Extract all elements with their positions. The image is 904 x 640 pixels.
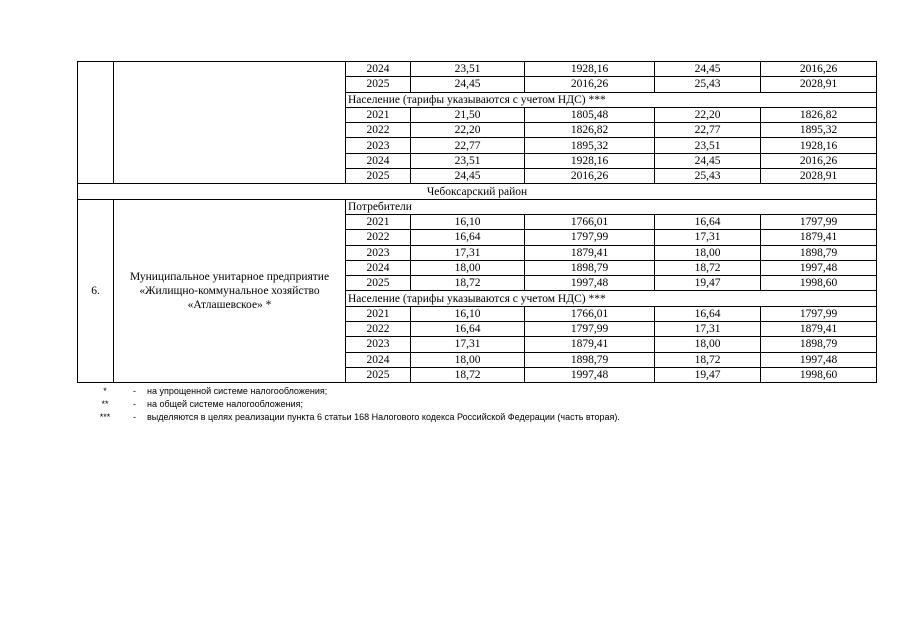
year-cell: 2025 [346,77,411,92]
value-cell: 1797,99 [761,214,877,229]
value-cell: 25,43 [655,77,761,92]
footnotes [77,385,620,424]
org-name-cell [114,62,346,184]
footnote-text: на упрощенной системе налогообложения; [147,386,328,396]
year-cell: 2023 [346,245,411,260]
consumers-label: Потребители [346,199,877,214]
year-cell: 2024 [346,260,411,275]
value-cell: 2028,91 [761,77,877,92]
value-cell: 16,64 [411,322,525,337]
value-cell: 1898,79 [525,260,655,275]
footnote-mark: ** [101,399,109,409]
year-cell: 2023 [346,138,411,153]
value-cell: 1997,48 [525,276,655,291]
value-cell: 22,20 [411,123,525,138]
year-cell: 2025 [346,169,411,184]
district-name: Чебоксарский район [78,184,877,199]
population-label: Население (тарифы указываются с учетом НДС) *** [346,92,877,107]
value-cell: 1997,48 [761,352,877,367]
value-cell: 24,45 [655,62,761,77]
value-cell: 1895,32 [525,138,655,153]
value-cell: 1797,99 [525,230,655,245]
tariff-table-body [78,62,877,383]
value-cell: 1928,16 [525,62,655,77]
footnote [77,411,620,424]
year-cell: 2023 [346,337,411,352]
value-cell: 18,72 [411,367,525,382]
value-cell: 1895,32 [761,123,877,138]
year-cell: 2021 [346,107,411,122]
value-cell: 19,47 [655,367,761,382]
value-cell: 17,31 [411,245,525,260]
footnote-mark: *** [99,412,111,422]
value-cell: 18,00 [411,352,525,367]
footnote [77,398,620,411]
footnote-text: выделяются в целях реализации пункта 6 статьи 168 Налогового кодекса Российской Федерации (часть вторая). [147,412,620,422]
footnote-dash: - [133,399,136,409]
value-cell: 23,51 [411,153,525,168]
value-cell: 1879,41 [761,230,877,245]
row-number-cell [78,62,114,184]
section-label-row [78,199,877,214]
footnote-text: на общей системе налогообложения; [147,399,304,409]
value-cell: 18,00 [411,260,525,275]
year-cell: 2025 [346,367,411,382]
org-name-cell: Муниципальное унитарное предприятие «Жилищно-коммунальное хозяйство «Атлашевское» * [114,199,346,383]
footnote-mark: * [103,386,107,396]
value-cell: 1879,41 [525,337,655,352]
value-cell: 2028,91 [761,169,877,184]
value-cell: 25,43 [655,169,761,184]
year-cell: 2024 [346,62,411,77]
value-cell: 1898,79 [761,337,877,352]
value-cell: 16,64 [655,306,761,321]
value-cell: 1898,79 [761,245,877,260]
value-cell: 24,45 [411,169,525,184]
year-cell: 2025 [346,276,411,291]
value-cell: 16,64 [411,230,525,245]
year-cell: 2022 [346,230,411,245]
value-cell: 24,45 [411,77,525,92]
value-cell: 1928,16 [525,153,655,168]
value-cell: 1826,82 [525,123,655,138]
value-cell: 16,10 [411,306,525,321]
year-cell: 2021 [346,214,411,229]
value-cell: 1766,01 [525,214,655,229]
value-cell: 21,50 [411,107,525,122]
value-cell: 1879,41 [761,322,877,337]
value-cell: 2016,26 [761,62,877,77]
value-cell: 23,51 [655,138,761,153]
value-cell: 18,00 [655,337,761,352]
year-cell: 2022 [346,123,411,138]
value-cell: 2016,26 [761,153,877,168]
value-cell: 18,72 [411,276,525,291]
value-cell: 18,72 [655,260,761,275]
value-cell: 1766,01 [525,306,655,321]
value-cell: 17,31 [411,337,525,352]
value-cell: 22,77 [655,123,761,138]
footnote [77,385,620,398]
value-cell: 18,72 [655,352,761,367]
row-number-cell: 6. [78,199,114,383]
value-cell: 1998,60 [761,276,877,291]
value-cell: 17,31 [655,322,761,337]
value-cell: 1826,82 [761,107,877,122]
value-cell: 2016,26 [525,169,655,184]
value-cell: 1997,48 [761,260,877,275]
value-cell: 1998,60 [761,367,877,382]
footnote-dash: - [133,412,136,422]
value-cell: 16,10 [411,214,525,229]
value-cell: 17,31 [655,230,761,245]
value-cell: 1797,99 [761,306,877,321]
value-cell: 1879,41 [525,245,655,260]
population-label: Население (тарифы указываются с учетом НДС) *** [346,291,877,306]
tariff-table [77,61,877,383]
year-cell: 2024 [346,153,411,168]
year-cell: 2022 [346,322,411,337]
value-cell: 19,47 [655,276,761,291]
year-cell: 2021 [346,306,411,321]
value-cell: 22,20 [655,107,761,122]
value-cell: 1898,79 [525,352,655,367]
value-cell: 23,51 [411,62,525,77]
table-row [78,62,877,77]
footnote-dash: - [133,386,136,396]
value-cell: 1805,48 [525,107,655,122]
value-cell: 22,77 [411,138,525,153]
value-cell: 1928,16 [761,138,877,153]
value-cell: 1797,99 [525,322,655,337]
value-cell: 16,64 [655,214,761,229]
district-row [78,184,877,199]
value-cell: 1997,48 [525,367,655,382]
year-cell: 2024 [346,352,411,367]
value-cell: 24,45 [655,153,761,168]
value-cell: 2016,26 [525,77,655,92]
value-cell: 18,00 [655,245,761,260]
